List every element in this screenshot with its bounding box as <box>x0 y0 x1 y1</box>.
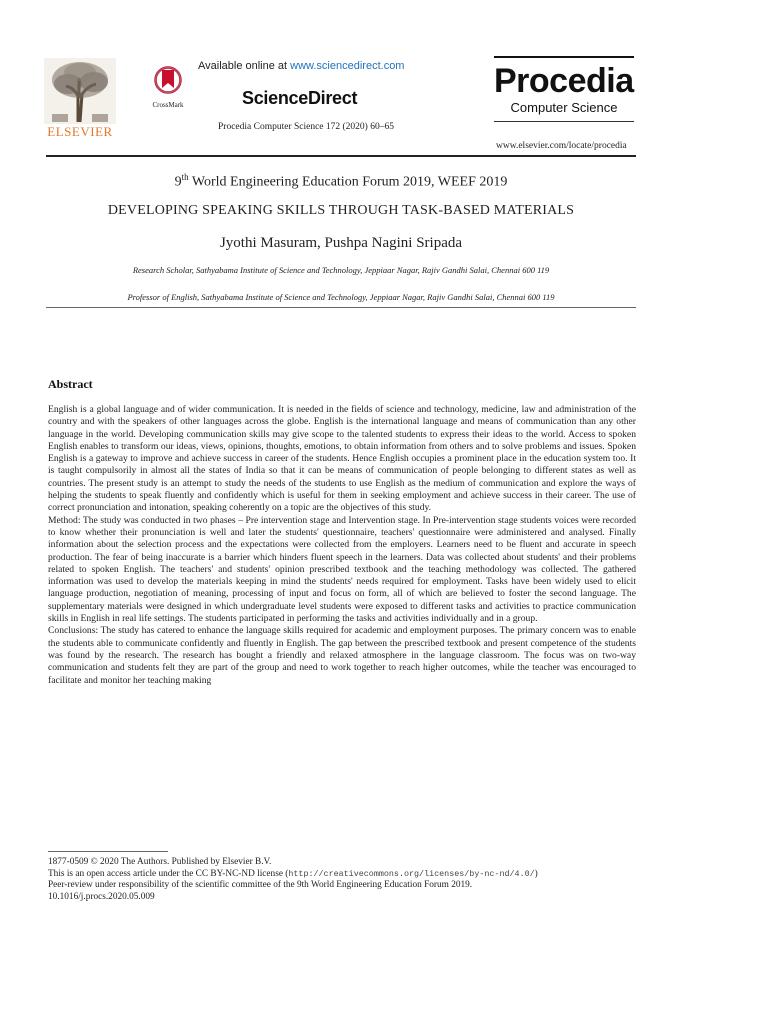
conference-ordinal: th <box>181 172 189 182</box>
elsevier-url-link[interactable]: www.elsevier.com/locate/procedia <box>496 141 627 151</box>
conference-number: 9 <box>174 174 182 190</box>
elsevier-logo <box>44 58 116 138</box>
procedia-top-rule <box>494 56 634 58</box>
license-suffix: ) <box>534 868 538 879</box>
license-prefix: This is an open access article under the CC BY-NC-ND license ( <box>48 868 289 879</box>
procedia-title: Procedia <box>494 62 634 100</box>
doi-line[interactable]: 10.1016/j.procs.2020.05.009 <box>48 891 155 902</box>
journal-reference: Procedia Computer Science 172 (2020) 60–65 <box>218 122 394 132</box>
abstract-paragraph-intro: English is a global language and of wider communication. It is needed in the fields of science and technology, medicine, law and administration of the country and with the speakers of other languages across the globe. English is the international language and means of communication than any other language in the world. Developing communication skills may give scope to the talented students to express their ideas to the world. Access to spoken English enables to transform our ideas, views, opinions, thoughts, emotions, to obtain information from others and to solve problems and issues. Spoken English is a gateway to improve and achieve success in career of the students. Hence English occupies a prominent place in the education system too. It is taught compulsorily in almost all the states of India so that it can be means of communication of people belonging to different states as well as countries. The present study is an attempt to study the needs of the students to use English as the medium of communication and explore the ways of helping the students to speak fluently and confidently which is useful for them in seeking employment and achieve success in their career. The use of correct pronunciation and intonation, speaking coherently on a topic are the objectives of this study. <box>48 404 636 514</box>
license-url-link[interactable]: http://creativecommons.org/licenses/by-nc-nd/4.0/ <box>288 868 535 879</box>
available-online-prefix: Available online at <box>198 60 291 72</box>
affiliation-divider <box>46 307 636 308</box>
author-affiliation-1: Research Scholar, Sathyabama Institute of Science and Technology, Jeppiaar Nagar, Rajiv Gandhi Salai, Chennai 600 119 <box>132 265 550 275</box>
crossmark-label: CrossMark <box>152 101 184 109</box>
sciencedirect-brand: ScienceDirect <box>242 88 358 108</box>
peer-review-line: Peer-review under responsibility of the scientific committee of the 9th World Engineering Education Forum 2019. <box>48 880 473 891</box>
procedia-subtitle: Computer Science <box>510 100 618 115</box>
elsevier-tree-icon <box>44 58 116 124</box>
paper-authors: Jyothi Masuram, Pushpa Nagini Sripada <box>219 235 463 251</box>
issn-copyright-line: 1877-0509 © 2020 The Authors. Published by Elsevier B.V. <box>48 857 272 867</box>
abstract-body <box>48 404 636 687</box>
procedia-logo <box>494 56 634 122</box>
procedia-bottom-rule <box>494 121 634 122</box>
crossmark-badge[interactable] <box>146 66 190 112</box>
article-footer <box>48 857 638 903</box>
sciencedirect-link[interactable]: www.sciencedirect.com <box>290 60 405 72</box>
footer-divider <box>48 851 168 852</box>
paper-title: DEVELOPING SPEAKING SKILLS THROUGH TASK-BASED MATERIALS <box>107 203 575 218</box>
crossmark-icon <box>154 66 182 100</box>
abstract-paragraph-method: Method: The study was conducted in two phases – Pre intervention stage and Intervention stage. In Pre-intervention stage students voices were recorded to know whether their pronunciation is well and later the students' questionnaire, teachers' questionnaire were administered and analysed. Finally information about the selection process and the expectations were collected from the employers. Learners need to be fluent and accurate in speech production. The fear of being inaccurate is a barrier which hinders fluent speech in the learners. Data was collected about students' and their problems related to spoken English. The teachers' and students' opinion prescribed textbook and the teaching methodology was collected. The gathered information was used to develop the materials keeping in mind the students' needs required for employment. Tasks have been widely used to elicit language production, negotiation of meaning, processing of input and focus on form, all of which are believed to foster the second language. The supplementary materials were designed in which undergraduate level students were exposed to different tasks and activities to practice communication skills in English in real life settings. The students participated in performing the tasks and activities individually and in a group. <box>48 514 636 625</box>
header-divider <box>46 155 636 157</box>
elsevier-wordmark: ELSEVIER <box>47 124 113 139</box>
license-line <box>48 869 638 881</box>
conference-title: World Engineering Education Forum 2019, WEEF 2019 <box>188 174 508 190</box>
author-affiliation-2: Professor of English, Sathyabama Institute of Science and Technology, Jeppiaar Nagar, Rajiv Gandhi Salai, Chennai 600 119 <box>127 292 555 302</box>
conference-name <box>46 172 636 191</box>
abstract-heading: Abstract <box>48 377 93 391</box>
abstract-paragraph-conclusions: Conclusions: The study has catered to enhance the language skills required for academic and employment purposes. The primary concern was to enable the students able to communicate confidently and fluently in English. The gap between the prescribed textbook and present competence of the students was found by the research. The research has bought a friendly and relaxed atmosphere in the language classroom. The focus was on two-way communication and students felt they are part of the group and need to work together to reach higher outcomes, while the teacher was encouraged to facilitate and monitor her teaching making <box>48 625 636 686</box>
available-online-line <box>198 60 428 72</box>
